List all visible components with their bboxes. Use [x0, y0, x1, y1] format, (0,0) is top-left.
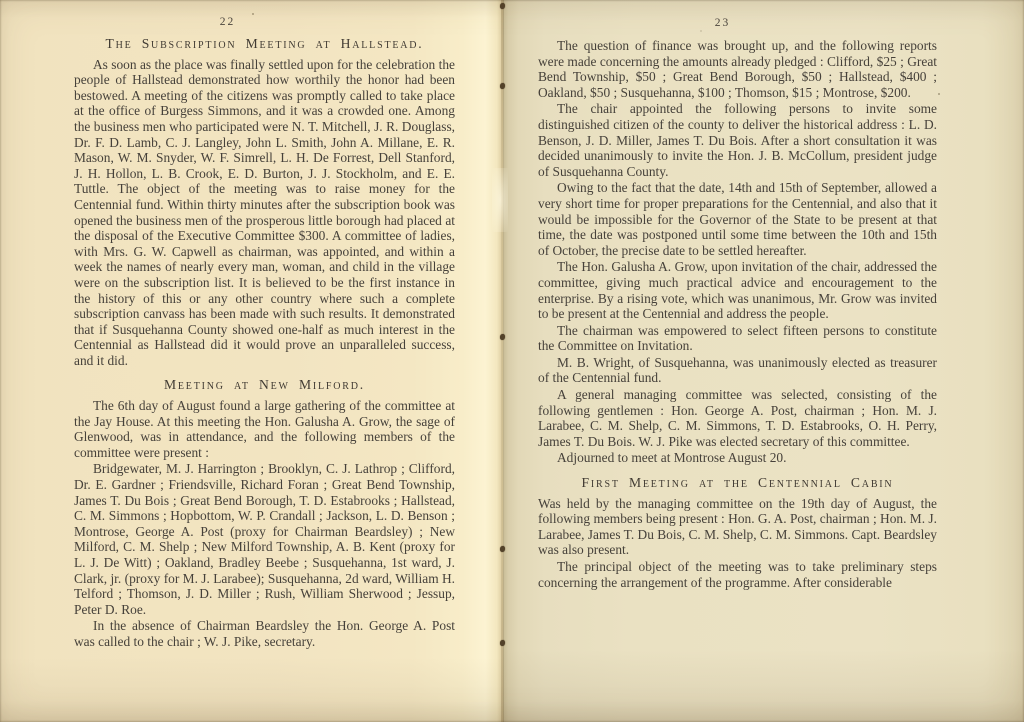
stitch-dot: [500, 83, 505, 89]
paragraph: Was held by the managing committee on the 19th day of August, the following members being present : Hon. G. A. Post, chairman ; Hon. M. J. Larabee, James T. Du Bois, C. M. Shelp, C. M. Simmons. Capt. Beardsley was also present.: [538, 495, 937, 558]
paragraph: Owing to the fact that the date, 14th and 15th of September, allowed a very short time for proper preparations for the Centennial, and also that it would be impossible for the Governor of the State to be present at that time, the date was postponed until some time between the 10th and 15th of October, the precise date to be settled hereafter.: [538, 180, 937, 258]
page-number: 22: [219, 16, 236, 28]
section-heading: The Subscription Meeting at Hallstead.: [105, 36, 424, 51]
paragraph: Adjourned to meet at Montrose August 20.: [557, 450, 787, 466]
paragraph: M. B. Wright, of Susquehanna, was unanimously elected as treasurer of the Centennial fund.: [538, 354, 937, 386]
paragraph: As soon as the place was finally settled upon for the celebration the people of Hallstead demonstrated how worthily the honor had been bestowed. A meeting of the citizens was promptly called to take place at the office of Burgess Simmons, and it was a crowded one. Among the business men who participated were N. T. Mitchell, J. R. Douglass, Dr. F. D. Lamb, C. J. Langley, John L. Smith, John A. Millane, E. R. Mason, W. M. Snyder, W. F. Simrell, L. H. De Forrest, Dell Stanford, J. H. Hollon, L. B. Crook, E. D. Burton, J. J. Stockholm, and E. E. Tuttle. The object of the meeting was to raise money for the Centennial fund. Within thirty minutes after the subscription book was opened the business men of the prosperous little borough had placed at the disposal of the Executive Committee $300. A committee of ladies, with Mrs. G. W. Capwell as chairman, was appointed, and within a week the names of nearly every man, woman, and child in the village were on the subscription list. It is believed to be the first instance in the history of this or any other country where such a complete subscription canvass has been made with such results. It demonstrated that if Susquehanna County showed one-half as much interest in the Centennial as Hallstead did it would prove an unparalleled success, and it did.: [74, 56, 455, 368]
section-heading: First Meeting at the Centennial Cabin: [581, 475, 894, 491]
page-number: 23: [714, 17, 731, 29]
paragraph: In the absence of Chairman Beardsley the Hon. George A. Post was called to the chair ; W. J. Pike, secretary.: [74, 618, 455, 649]
page-speck: [252, 13, 254, 15]
paragraph: The chairman was empowered to select fifteen persons to constitute the Committee on Invitation.: [538, 322, 937, 354]
stitch-dot: [500, 334, 505, 340]
binding-gutter: [501, 0, 504, 722]
section-heading: Meeting at New Milford.: [164, 377, 365, 393]
paragraph: The chair appointed the following persons to invite some distinguished citizen of the county to deliver the historical address : L. D. Benson, J. D. Miller, James T. Du Bois. After a short consultation it was decided unanimously to invite the Hon. J. B. McCollum, president judge of Susquehanna County.: [538, 101, 937, 179]
stitch-dot: [500, 3, 505, 9]
right-page: [503, 0, 1024, 722]
left-page: [0, 0, 503, 722]
paragraph: Bridgewater, M. J. Harrington ; Brooklyn, C. J. Lathrop ; Clifford, Dr. E. Gardner ; Friendsville, Richard Foran ; Great Bend Township, James T. Du Bois ; Great Bend Borough, T. D. Estabrooks ; Hallstead, C. M. Simmons ; Hopbottom, W. P. Crandall ; Jackson, L. D. Benson ; Montrose, George A. Post (proxy for Chairman Beardsley) ; New Milford, C. M. Shelp ; New Milford Township, A. B. Kent (proxy for L. J. De Witt) ; Oakland, Bradley Beebe ; Susquehanna, 1st ward, J. Clark, jr. (proxy for M. J. Larabee); Susquehanna, 2d ward, William H. Telford ; Thomson, J. D. Miller ; Rush, William Sherwood ; Jessup, Peter D. Roe.: [74, 461, 455, 617]
page-speck: [938, 93, 940, 95]
page-speck: [700, 30, 702, 32]
paragraph: The principal object of the meeting was to take preliminary steps concerning the arrangement of the programme. After considerable: [538, 559, 937, 590]
paragraph: The question of finance was brought up, and the following reports were made concerning the amounts already pledged : Clifford, $25 ; Great Bend Township, $50 ; Great Bend Borough, $50 ; Hallstead, $400 ; Oakland, $50 ; Susquehanna, $100 ; Thomson, $15 ; Montrose, $200.: [538, 38, 937, 100]
paragraph: The Hon. Galusha A. Grow, upon invitation of the chair, addressed the committee, giving much practical advice and encouragement to the enterprise. By a rising vote, which was unanimous, Mr. Grow was invited to be present at the Centennial and address the people.: [538, 259, 937, 322]
page-text-block: [74, 30, 455, 651]
paragraph: A general managing committee was selected, consisting of the following gentlemen : Hon. George A. Post, chairman ; Hon. M. J. Larabee, C. M. Shelp, C. M. Simmons, T. D. Estabrooks, O. H. Perry, James T. Du Bois. W. J. Pike was elected secretary of this committee.: [538, 387, 937, 449]
stitch-dot: [500, 546, 505, 552]
paragraph: The 6th day of August found a large gathering of the committee at the Jay House. At this meeting the Hon. Galusha A. Grow, the sage of Glenwood, was in attendance, and the following members of the committee were present :: [74, 398, 455, 460]
gutter-wear-mark: [492, 168, 508, 232]
page-text-block: [538, 38, 937, 591]
stitch-dot: [500, 640, 505, 646]
